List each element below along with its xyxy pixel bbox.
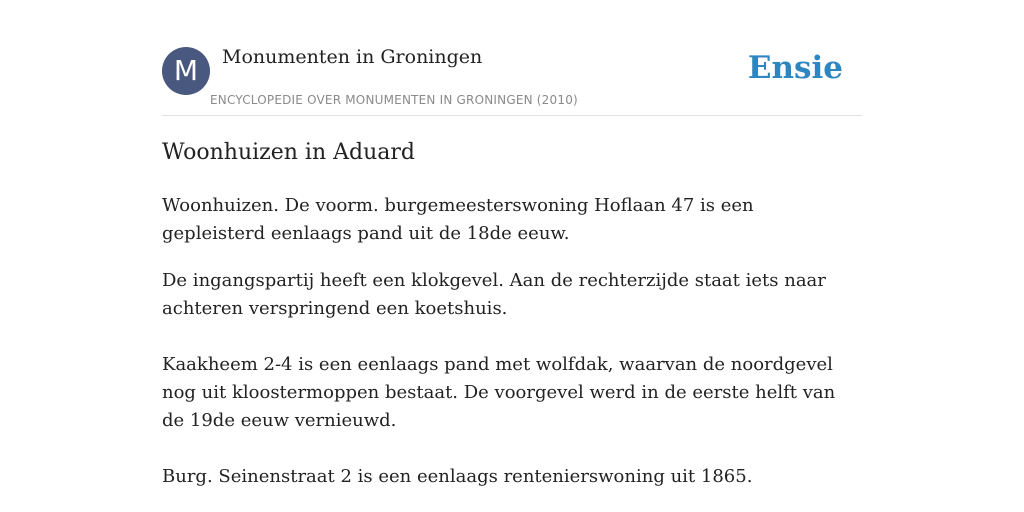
article-paragraph: Woonhuizen. De voorm. burgemeesterswoning Hoflaan 47 is een gepleisterd eenlaags pand uit de 18de eeuw. <box>162 195 754 244</box>
article-paragraph: Kaakheem 2-4 is een eenlaags pand met wolfdak, waarvan de noordgevel nog uit kloostermoppen bestaat. De voorgevel werd in de eerste helft van de 19de eeuw vernieuwd. <box>162 354 836 431</box>
source-title-link[interactable]: Monumenten in Groningen <box>222 46 483 68</box>
source-subtitle: ENCYCLOPEDIE OVER MONUMENTEN IN GRONINGEN (2010) <box>210 93 578 107</box>
article-paragraph: Burg. Seinenstraat 2 is een eenlaags rentenierswoning uit 1865. <box>162 466 753 487</box>
header-divider <box>162 115 862 116</box>
source-avatar[interactable]: M <box>162 47 210 95</box>
ensie-logo-link[interactable]: Ensie <box>747 50 843 86</box>
article-body <box>162 192 862 491</box>
article-title: Woonhuizen in Aduard <box>162 140 415 165</box>
article-paragraph: De ingangspartij heeft een klokgevel. Aan de rechterzijde staat iets naar achteren verspringend een koetshuis. <box>162 270 826 319</box>
